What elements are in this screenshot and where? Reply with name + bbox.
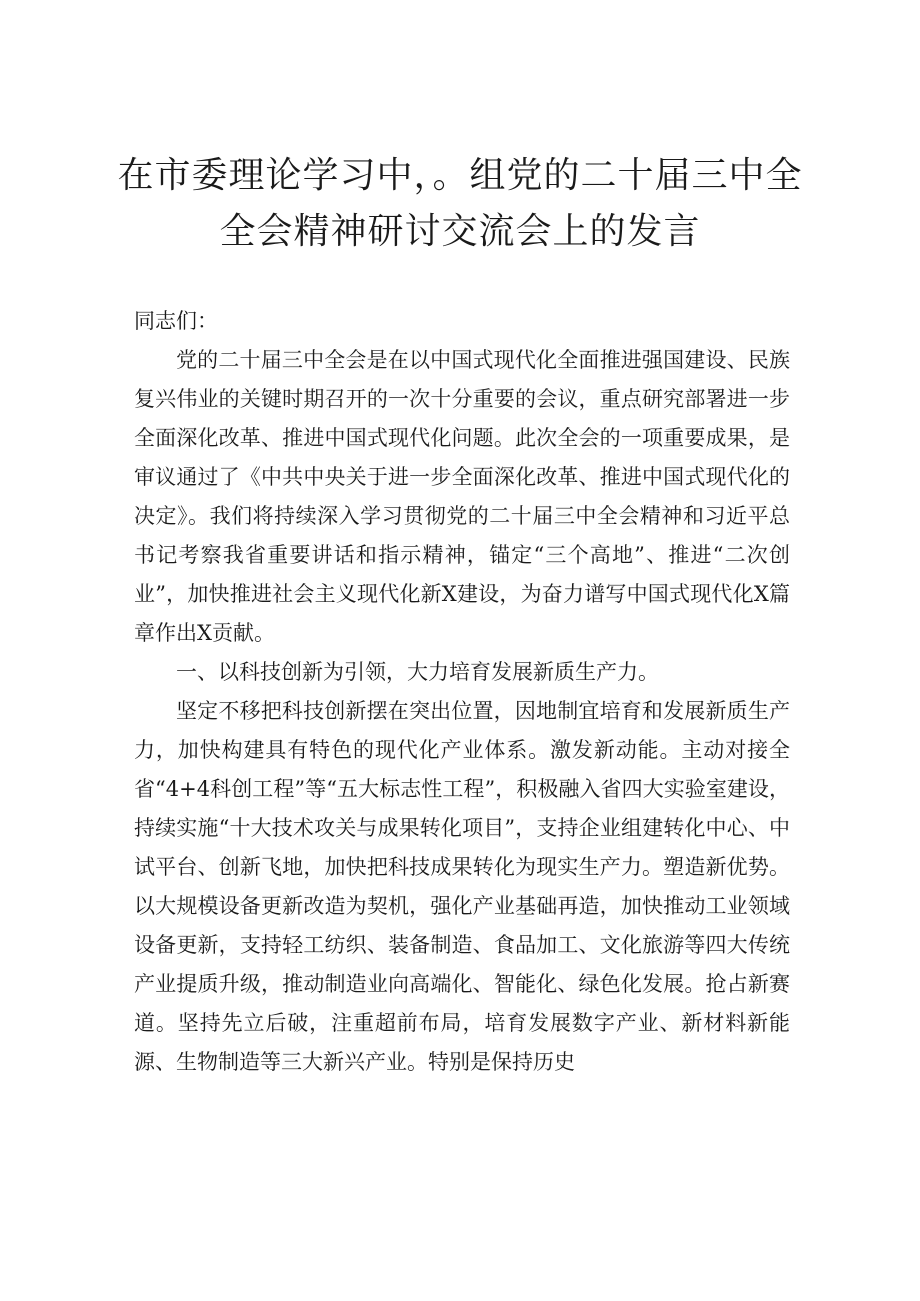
document-title [100, 148, 820, 260]
document-body [134, 302, 790, 1082]
title-line-1: 在市委理论学习中，。组党的二十届三中全 [117, 155, 803, 197]
paragraph-intro: 党的二十届三中全会是在以中国式现代化全面推进强国建设、民族复兴伟业的关键时期召开的一次十分重要的会议，重点研究部署进一步全面深化改革、推进中国式现代化问题。此次全会的一项重要成果，是审议通过了《中共中央关于进一步全面深化改革、推进中国式现代化的决定》。我们将持续深入学习贯彻党的二十届三中全会精神和习近平总书记考察我省重要讲话和指示精神，锚定“三个高地”、推进“二次创业”，加快推进社会主义现代化新X建设，为奋力谱写中国式现代化X篇章作出X贡献。 [134, 348, 790, 645]
section-heading-1: 一、以科技创新为引领，大力培育发展新质生产力。 [176, 660, 659, 684]
title-line-2: 全会精神研讨交流会上的发言 [219, 211, 701, 253]
paragraph-section-1: 坚定不移把科技创新摆在突出位置，因地制宜培育和发展新质生产力，加快构建具有特色的现代化产业体系。激发新动能。主动对接全省“4+4科创工程”等“五大标志性工程”，积极融入省四大实验室建设，持续实施“十大技术攻关与成果转化项目”，支持企业组建转化中心、中试平台、创新飞地，加快把科技成果转化为现实生产力。塑造新优势。以大规模设备更新改造为契机，强化产业基础再造，加快推动工业领域设备更新，支持轻工纺织、装备制造、食品加工、文化旅游等四大传统产业提质升级，推动制造业向高端化、智能化、绿色化发展。抢占新赛道。坚持先立后破，注重超前布局，培育发展数字产业、新材料新能源、生物制造等三大新兴产业。特别是保持历史 [134, 699, 790, 1074]
salutation: 同志们： [134, 309, 218, 333]
